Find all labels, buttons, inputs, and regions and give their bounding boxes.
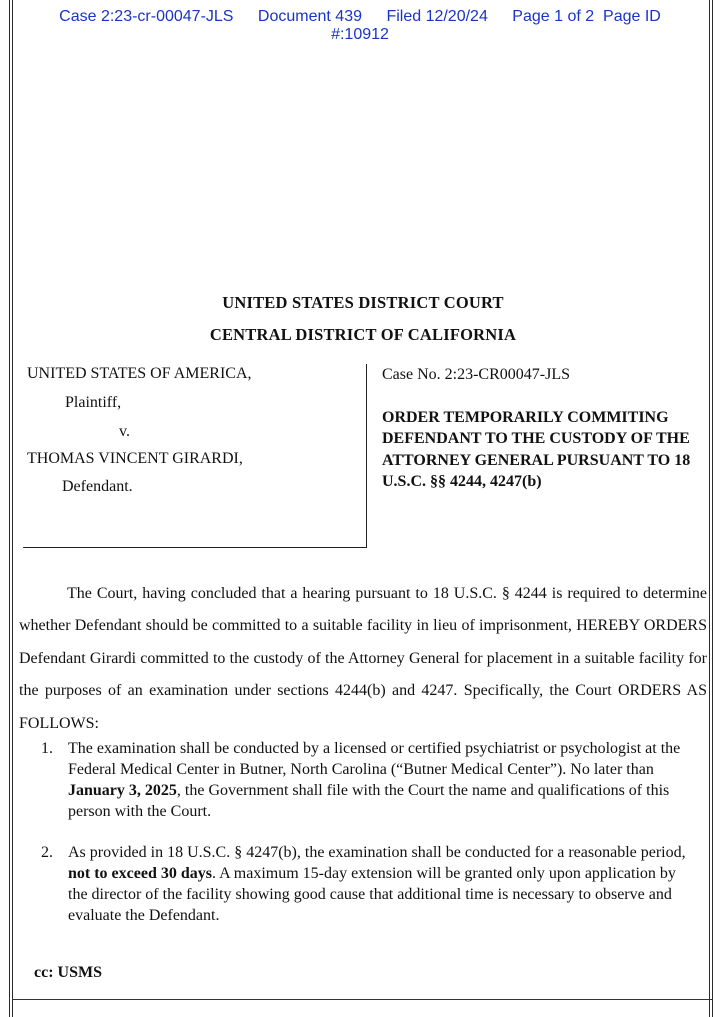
header-case: Case 2:23-cr-00047-JLS [59, 8, 234, 25]
page-border-right-inner [709, 0, 710, 1017]
ecf-header [20, 8, 700, 44]
header-page-id-number: #:10912 [331, 26, 389, 43]
list-item-number: 2. [41, 844, 53, 861]
page-border-right-outer [712, 0, 713, 1017]
plaintiff-role: Plaintiff, [65, 394, 122, 411]
list-item-text: The examination shall be conducted by a licensed or certified psychiatrist or psychologist at the Federal Medical Center in Butner, North Carolina (“Butner Medical Center”). No later than January 3, 2025, the Government shall file with the Court the name and qualifications of this person with the Court. [68, 740, 681, 820]
caption-divider-horizontal [23, 547, 367, 548]
versus: v. [119, 423, 130, 440]
body-paragraph-text: The Court, having concluded that a hearing pursuant to 18 U.S.C. § 4244 is required to determine whether Defendant should be committed to a suitable facility in lieu of imprisonment, HEREBY ORDERS Defendant Girardi committed to the custody of the Attorney General for placement in a suitable facility for the purposes of an examination under sections 4244(b) and 4247. Specifically, the Court ORDERS AS FOLLOWS: [19, 585, 707, 732]
page-border-left-inner [12, 0, 13, 1017]
body-paragraph [19, 578, 707, 740]
caption-divider-vertical [366, 364, 367, 548]
cc-line: cc: USMS [34, 964, 102, 981]
order-title: ORDER TEMPORARILY COMMITING DEFENDANT TO THE CUSTODY OF THE ATTORNEY GENERAL PURSUANT TO 18 U.S.C. §§ 4244, 4247(b) [382, 409, 691, 490]
bottom-rule [12, 999, 712, 1000]
header-document: Document 439 [257, 8, 362, 25]
header-filed: Filed 12/20/24 [386, 8, 488, 25]
list-item-number: 1. [41, 740, 53, 757]
page-border-left-outer [9, 0, 10, 1017]
court-name: UNITED STATES DISTRICT COURT [222, 293, 504, 312]
defendant-role: Defendant. [62, 478, 133, 495]
header-page: Page 1 of 2 [512, 8, 595, 25]
defendant-name: THOMAS VINCENT GIRARDI, [27, 450, 243, 467]
case-number: Case No. 2:23-CR00047-JLS [382, 366, 570, 383]
list-item-text: As provided in 18 U.S.C. § 4247(b), the examination shall be conducted for a reasonable period, not to exceed 30 days. A maximum 15-day extension will be granted only upon application by the director of the facility showing good cause that additional time is necessary to observe and evaluate the Defendant. [68, 844, 686, 924]
plaintiff-name: UNITED STATES OF AMERICA, [27, 365, 252, 382]
header-page-id-label: Page ID [603, 8, 661, 25]
court-district: CENTRAL DISTRICT OF CALIFORNIA [209, 325, 517, 344]
